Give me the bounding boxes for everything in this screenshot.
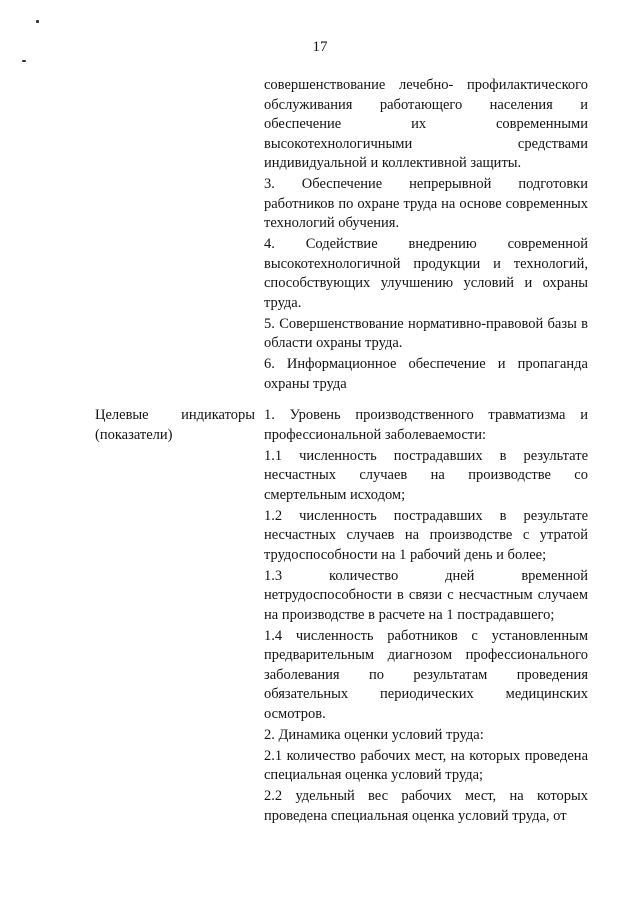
task-item: 4. Содействие внедрению современной высокотехнологичной продукции и технологий, способствующих улучшению условий и охраны труда. [264, 236, 588, 311]
indicator-item: 1. Уровень производственного травматизма и профессиональной заболеваемости: [264, 407, 588, 443]
task-item: 5. Совершенствование нормативно-правовой базы в области охраны труда. [264, 315, 588, 351]
indicator-item: 1.2 численность пострадавших в результате несчастных случаев на производстве с утратой трудоспособности на 1 рабочий день и более; [264, 507, 588, 563]
page-number: 17 [312, 39, 328, 55]
scan-mark [36, 20, 39, 23]
indicators-label-word2: индикаторы [181, 407, 255, 423]
scan-mark [22, 60, 26, 62]
indicator-item: 2. Динамика оценки условий труда: [264, 726, 484, 743]
indicator-item: 1.3 количество дней временной нетрудоспособности в связи с несчастным случаем на производстве в расчете на 1 пострадавшего; [264, 567, 588, 623]
task-item: совершенствование лечебно- профилактического обслуживания работающего населения и обеспечение их современными высокотехнологичными средствами индивидуальной и коллективной защиты. [264, 77, 588, 171]
task-item: 6. Информационное обеспечение и пропаганда охраны труда [264, 356, 588, 392]
program-tasks-continued [264, 76, 588, 396]
task-item: 3. Обеспечение непрерывной подготовки работников по охране труда на основе современных технологий обучения. [264, 176, 588, 231]
indicator-item: 1.4 численность работников с установленным предварительным диагнозом профессионального заболевания по результатам проведения обязательных периодических медицинских осмотров. [264, 627, 588, 722]
indicators-label-line2: (показатели) [95, 426, 173, 443]
indicator-item: 2.1 количество рабочих мест, на которых проведена специальная оценка условий труда; [264, 747, 588, 783]
indicators-label-word1: Целевые [95, 407, 149, 423]
indicators-label [95, 406, 255, 445]
indicator-item: 1.1 численность пострадавших в результате несчастных случаев на производстве со смертельным исходом; [264, 447, 588, 503]
indicators-list [264, 406, 588, 828]
indicator-item: 2.2 удельный вес рабочих мест, на которых проведена специальная оценка условий труда, от [264, 788, 588, 824]
